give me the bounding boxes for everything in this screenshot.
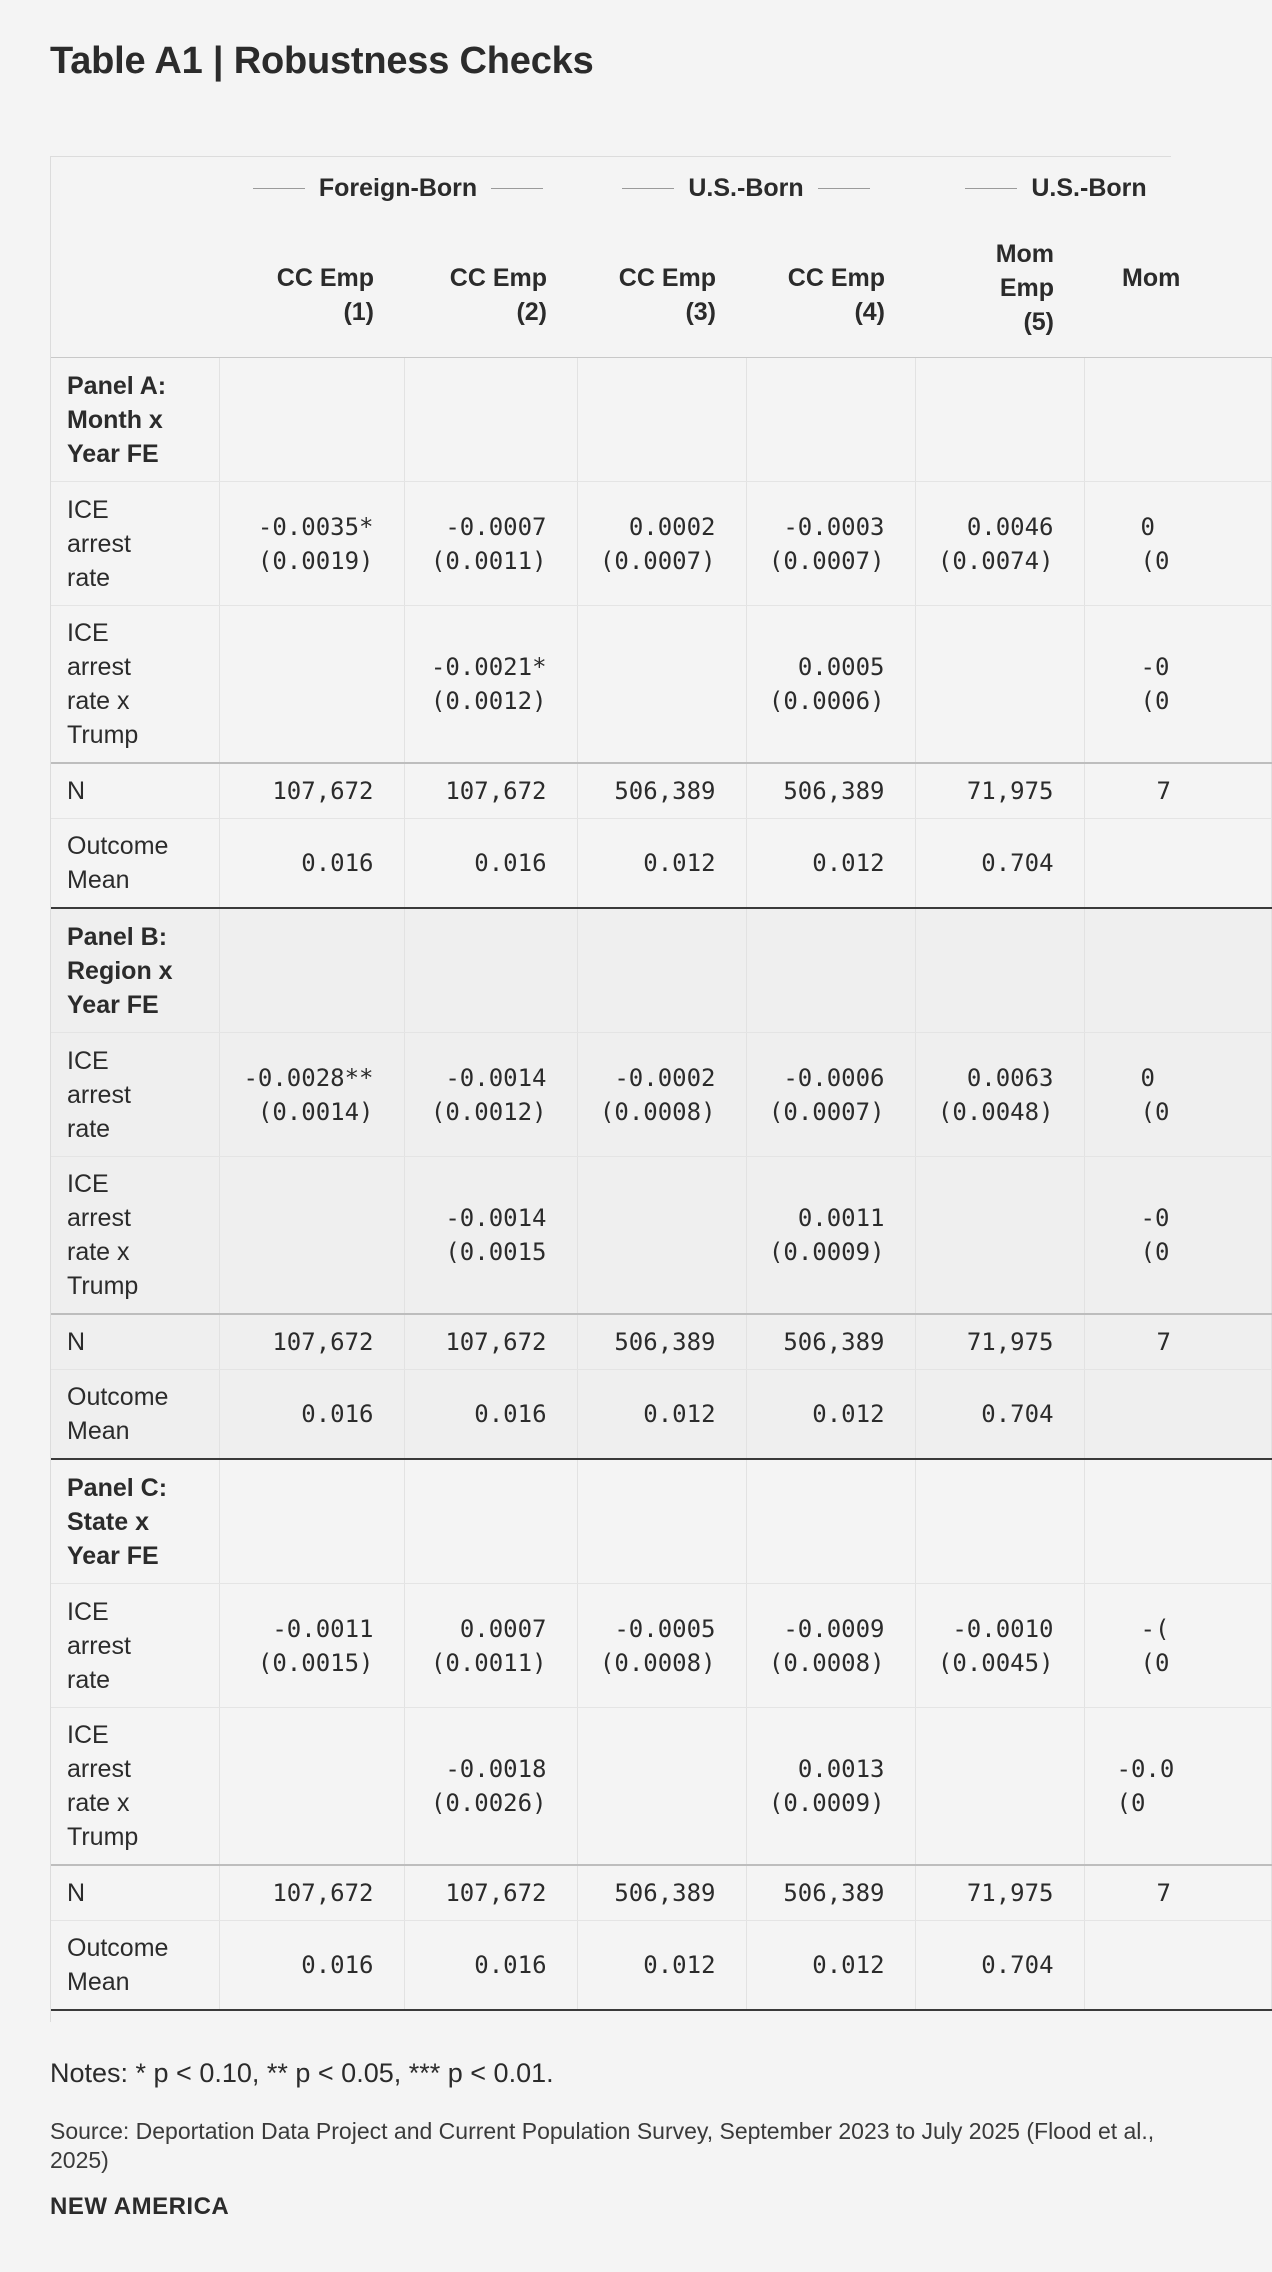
observations-cell: 506,389 [746, 1865, 915, 1921]
empty-cell [1084, 908, 1271, 1033]
empty-cell [746, 358, 915, 482]
outcome-mean-cell: 0.016 [219, 819, 404, 909]
observations-cell: 7 [1084, 1314, 1271, 1370]
empty-cell [577, 358, 746, 482]
group-header-foreign-born: Foreign-Born [219, 157, 577, 219]
outcome-mean-cell: 0.012 [746, 1921, 915, 2011]
observations-cell: 7 [1084, 1865, 1271, 1921]
coefficient-cell: 0 (0 [1084, 1033, 1271, 1157]
outcome-mean-row [51, 1370, 1271, 1460]
outcome-mean-cell: 0.016 [219, 1370, 404, 1460]
coefficient-cell: -0.0006 (0.0007) [746, 1033, 915, 1157]
panel-title-row [51, 358, 1271, 482]
ice-arrest-rate-row [51, 1033, 1271, 1157]
column-header-5: Mom Emp (5) [915, 219, 1084, 358]
regression-table [51, 157, 1272, 2011]
empty-cell [915, 1459, 1084, 1584]
outcome-mean-cell: 0.704 [915, 819, 1084, 909]
coefficient-cell [915, 1157, 1084, 1315]
coefficient-cell: 0.0013 (0.0009) [746, 1708, 915, 1866]
observations-cell: 506,389 [746, 1314, 915, 1370]
outcome-mean-cell: 0.012 [577, 1921, 746, 2011]
row-label-n: N [51, 1314, 219, 1370]
observations-cell: 107,672 [404, 1314, 577, 1370]
table-notes: Notes: * p < 0.10, ** p < 0.05, *** p < 0.01. [50, 2058, 554, 2088]
empty-cell [404, 908, 577, 1033]
coefficient-cell: -0.0005 (0.0008) [577, 1584, 746, 1708]
panel-title: Panel C: State x Year FE [51, 1459, 219, 1584]
row-label-outcome-mean: Outcome Mean [51, 819, 219, 909]
empty-cell [219, 358, 404, 482]
outcome-mean-cell: 0.012 [577, 1370, 746, 1460]
observations-cell: 506,389 [577, 1314, 746, 1370]
observations-cell: 71,975 [915, 1314, 1084, 1370]
empty-cell [577, 1459, 746, 1584]
group-header-row [51, 157, 1271, 219]
column-header-2: CC Emp (2) [404, 219, 577, 358]
coefficient-cell [577, 1157, 746, 1315]
row-label-outcome-mean: Outcome Mean [51, 1921, 219, 2011]
coefficient-cell [577, 1708, 746, 1866]
coefficient-cell: -0.0035* (0.0019) [219, 482, 404, 606]
panel-title-row [51, 908, 1271, 1033]
observations-cell: 506,389 [577, 763, 746, 819]
coefficient-cell: 0.0063 (0.0048) [915, 1033, 1084, 1157]
table-source: Source: Deportation Data Project and Current Population Survey, September 2023 to July 2025 (Flood et al., 2025) [50, 2118, 1155, 2173]
coefficient-cell: -0.0028** (0.0014) [219, 1033, 404, 1157]
coefficient-cell: 0.0002 (0.0007) [577, 482, 746, 606]
coefficient-cell [219, 1708, 404, 1866]
ice-arrest-rate-x-trump-row [51, 1708, 1271, 1866]
table-title: Table A1 | Robustness Checks [50, 40, 594, 82]
empty-cell [915, 908, 1084, 1033]
observations-cell: 107,672 [404, 1865, 577, 1921]
empty-cell [915, 358, 1084, 482]
coefficient-cell: 0.0005 (0.0006) [746, 606, 915, 764]
panel-title: Panel A: Month x Year FE [51, 358, 219, 482]
ice-arrest-rate-row [51, 1584, 1271, 1708]
row-label-ice-arrest-rate-x-trump: ICE arrest rate x Trump [51, 606, 219, 764]
column-header-row [51, 219, 1271, 358]
observations-cell: 71,975 [915, 763, 1084, 819]
group-header-us-born-mothers: U.S.-Born [915, 157, 1271, 219]
outcome-mean-cell: 0.016 [404, 1370, 577, 1460]
outcome-mean-cell: 0.704 [915, 1370, 1084, 1460]
coefficient-cell [219, 1157, 404, 1315]
brand-logo-text: NEW AMERICA [50, 2193, 230, 2220]
coefficient-cell: -0.0014 (0.0012) [404, 1033, 577, 1157]
outcome-mean-cell: 0.012 [746, 1370, 915, 1460]
outcome-mean-row [51, 819, 1271, 909]
ice-arrest-rate-row [51, 482, 1271, 606]
observations-row [51, 1865, 1271, 1921]
row-label-ice-arrest-rate: ICE arrest rate [51, 482, 219, 606]
observations-cell: 506,389 [746, 763, 915, 819]
outcome-mean-cell: 0.016 [404, 1921, 577, 2011]
row-label-n: N [51, 1865, 219, 1921]
coefficient-cell: -0.0010 (0.0045) [915, 1584, 1084, 1708]
outcome-mean-row [51, 1921, 1271, 2011]
outcome-mean-cell: 0.016 [404, 819, 577, 909]
empty-cell [219, 908, 404, 1033]
coefficient-cell: -0.0003 (0.0007) [746, 482, 915, 606]
coefficient-cell [219, 606, 404, 764]
outcome-mean-cell [1084, 819, 1271, 909]
coefficient-cell: -0.0002 (0.0008) [577, 1033, 746, 1157]
column-header-3: CC Emp (3) [577, 219, 746, 358]
table-body [51, 358, 1271, 2011]
observations-cell: 71,975 [915, 1865, 1084, 1921]
row-label-ice-arrest-rate: ICE arrest rate [51, 1033, 219, 1157]
panel-title-row [51, 1459, 1271, 1584]
coefficient-cell: -0 (0 [1084, 606, 1271, 764]
coefficient-cell: -0.0018 (0.0026) [404, 1708, 577, 1866]
empty-cell [1084, 1459, 1271, 1584]
panel-title: Panel B: Region x Year FE [51, 908, 219, 1033]
coefficient-cell: 0.0046 (0.0074) [915, 482, 1084, 606]
observations-cell: 7 [1084, 763, 1271, 819]
ice-arrest-rate-x-trump-row [51, 606, 1271, 764]
coefficient-cell: -0.0021* (0.0012) [404, 606, 577, 764]
outcome-mean-cell: 0.012 [577, 819, 746, 909]
outcome-mean-cell [1084, 1370, 1271, 1460]
empty-cell [746, 908, 915, 1033]
coefficient-cell [915, 1708, 1084, 1866]
coefficient-cell: 0.0007 (0.0011) [404, 1584, 577, 1708]
observations-cell: 107,672 [219, 1865, 404, 1921]
coefficient-cell: -0 (0 [1084, 1157, 1271, 1315]
coefficient-cell: -0.0009 (0.0008) [746, 1584, 915, 1708]
outcome-mean-cell: 0.704 [915, 1921, 1084, 2011]
coefficient-cell: -0.0 (0 [1084, 1708, 1271, 1866]
empty-cell [1084, 358, 1271, 482]
column-header-6: Mom [1084, 219, 1271, 358]
empty-cell [746, 1459, 915, 1584]
column-header-4: CC Emp (4) [746, 219, 915, 358]
coefficient-cell [577, 606, 746, 764]
empty-cell [404, 1459, 577, 1584]
empty-cell [404, 358, 577, 482]
observations-row [51, 1314, 1271, 1370]
observations-cell: 107,672 [219, 1314, 404, 1370]
coefficient-cell: 0.0011 (0.0009) [746, 1157, 915, 1315]
row-label-n: N [51, 763, 219, 819]
observations-cell: 506,389 [577, 1865, 746, 1921]
coefficient-cell: -0.0014 (0.0015 [404, 1157, 577, 1315]
observations-row [51, 763, 1271, 819]
outcome-mean-cell [1084, 1921, 1271, 2011]
coefficient-cell [915, 606, 1084, 764]
row-label-ice-arrest-rate-x-trump: ICE arrest rate x Trump [51, 1708, 219, 1866]
group-header-us-born: U.S.-Born [577, 157, 915, 219]
empty-cell [577, 908, 746, 1033]
outcome-mean-cell: 0.012 [746, 819, 915, 909]
empty-cell [219, 1459, 404, 1584]
coefficient-cell: -0.0011 (0.0015) [219, 1584, 404, 1708]
ice-arrest-rate-x-trump-row [51, 1157, 1271, 1315]
column-header-1: CC Emp (1) [219, 219, 404, 358]
observations-cell: 107,672 [219, 763, 404, 819]
regression-table-viewport[interactable] [50, 156, 1181, 2022]
row-label-outcome-mean: Outcome Mean [51, 1370, 219, 1460]
coefficient-cell: 0 (0 [1084, 482, 1271, 606]
coefficient-cell: -0.0007 (0.0011) [404, 482, 577, 606]
row-label-ice-arrest-rate-x-trump: ICE arrest rate x Trump [51, 1157, 219, 1315]
row-label-ice-arrest-rate: ICE arrest rate [51, 1584, 219, 1708]
coefficient-cell: -( (0 [1084, 1584, 1271, 1708]
observations-cell: 107,672 [404, 763, 577, 819]
outcome-mean-cell: 0.016 [219, 1921, 404, 2011]
